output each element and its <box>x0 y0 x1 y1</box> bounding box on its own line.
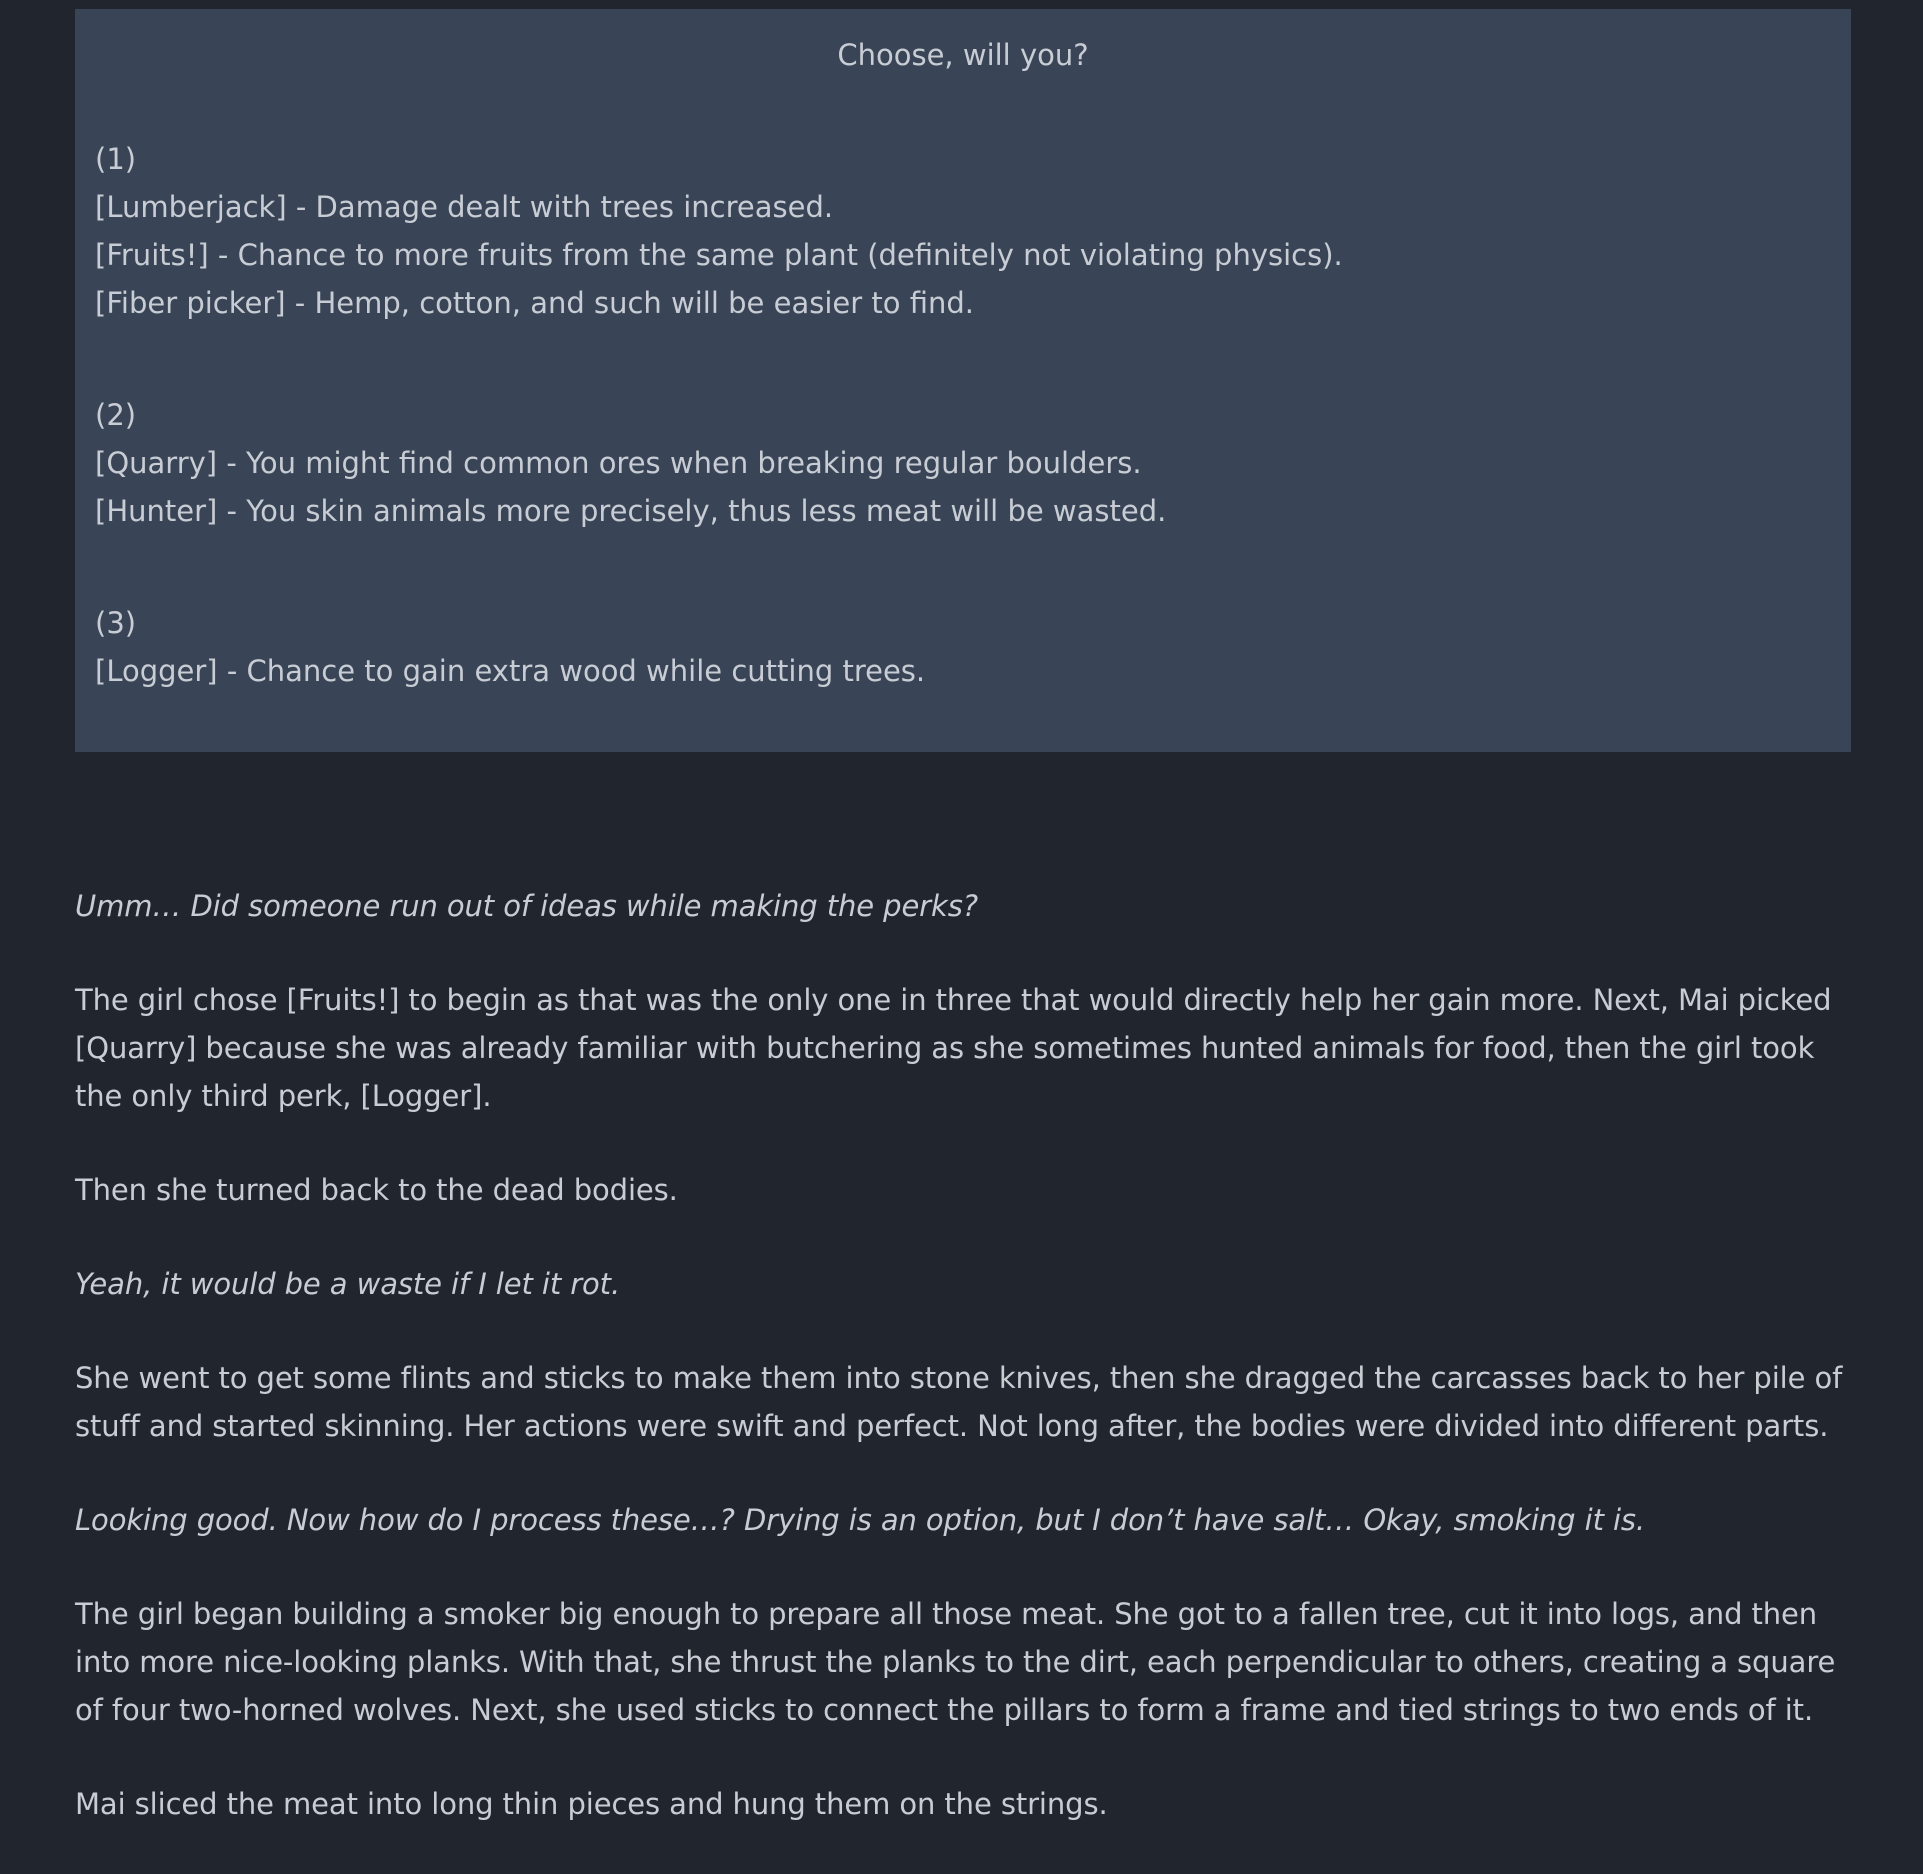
perk-group-number: (3) <box>95 606 137 640</box>
perk-option: [Quarry] - You might find common ores when breaking regular boulders. <box>95 446 1142 480</box>
chapter-content <box>75 9 1851 1874</box>
narration-paragraph: The girl chose [Fruits!] to begin as that was the only one in three that would directly help her gain more. Next, Mai picked [Quarry] because she was already familiar with butchering as she sometimes hunted animals for food, then the girl took the only third perk, [Logger]. <box>75 983 1832 1113</box>
perk-option: [Logger] - Chance to gain extra wood while cutting trees. <box>95 654 926 688</box>
story-text <box>75 882 1851 1828</box>
perk-group-number: (2) <box>95 398 137 432</box>
perk-option: [Hunter] - You skin animals more precisely, thus less meat will be wasted. <box>95 494 1167 528</box>
system-message-title: Choose, will you? <box>837 38 1089 72</box>
perk-group-1 <box>95 135 1831 327</box>
perk-option: [Lumberjack] - Damage dealt with trees increased. <box>95 190 834 224</box>
narration-paragraph: She went to get some flints and sticks to make them into stone knives, then she dragged the carcasses back to her pile of stuff and started skinning. Her actions were swift and perfect. Not long after, the bodies were divided into different parts. <box>75 1361 1843 1443</box>
perk-group-3 <box>95 599 1831 695</box>
narration-paragraph: Then she turned back to the dead bodies. <box>75 1173 678 1207</box>
inner-thought-paragraph: Umm… Did someone run out of ideas while making the perks? <box>75 889 979 923</box>
perk-option: [Fruits!] - Chance to more fruits from the same plant (definitely not violating physics). <box>95 238 1343 272</box>
system-message-box <box>75 9 1851 752</box>
perk-group-2 <box>95 391 1831 535</box>
perk-option: [Fiber picker] - Hemp, cotton, and such will be easier to find. <box>95 286 974 320</box>
narration-paragraph: The girl began building a smoker big enough to prepare all those meat. She got to a fallen tree, cut it into logs, and then into more nice-looking planks. With that, she thrust the planks to the dirt, each perpendicular to others, creating a square of four two-horned wolves. Next, she used sticks to connect the pillars to form a frame and tied strings to two ends of it. <box>75 1597 1836 1727</box>
inner-thought-paragraph: Looking good. Now how do I process these…? Drying is an option, but I don’t have salt… Okay, smoking it is. <box>75 1503 1646 1537</box>
narration-paragraph: Mai sliced the meat into long thin pieces and hung them on the strings. <box>75 1787 1108 1821</box>
perk-group-number: (1) <box>95 142 137 176</box>
inner-thought-paragraph: Yeah, it would be a waste if I let it rot. <box>75 1267 621 1301</box>
